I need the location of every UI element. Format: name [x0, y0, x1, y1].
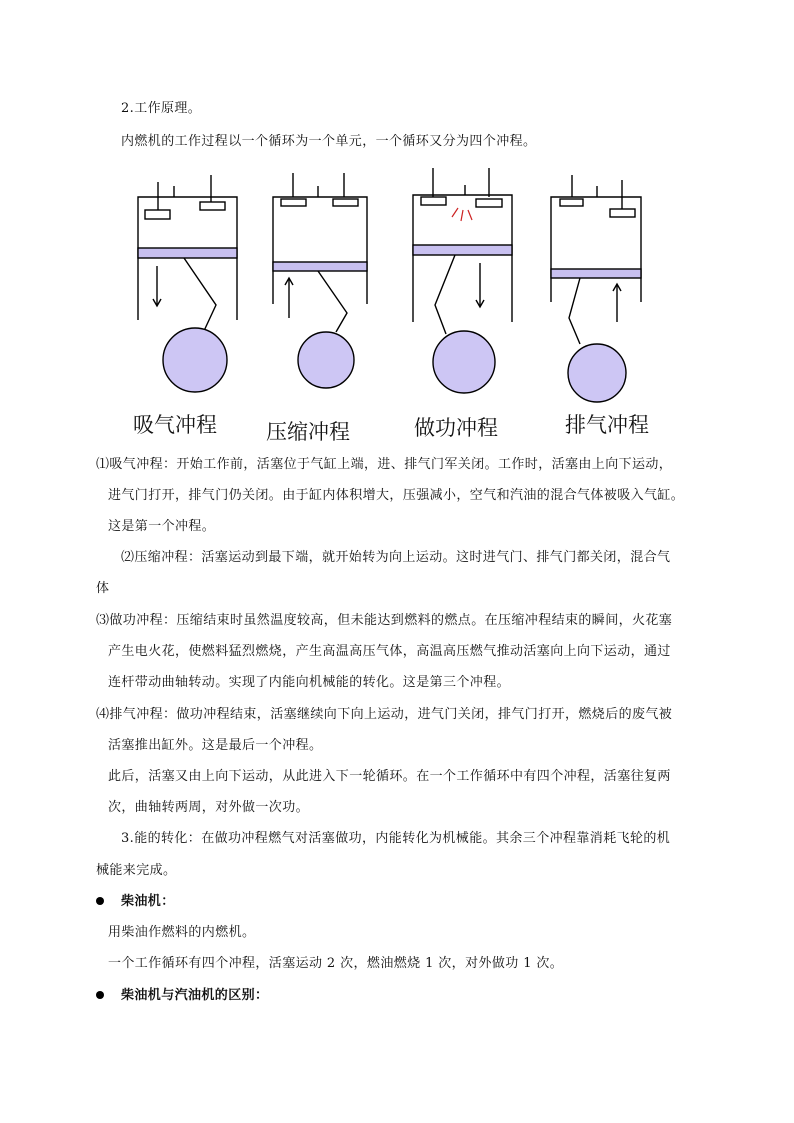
bullet-icon [96, 897, 104, 905]
flywheel [298, 332, 354, 388]
power-stroke-line-1: ⑶做功冲程：压缩结束时虽然温度较高，但未能达到燃料的燃点。在压缩冲程结束的瞬间，火花塞 [96, 613, 673, 628]
cylinder-wall [273, 197, 367, 304]
flywheel [163, 328, 227, 392]
energy-conversion-line-1: 3.能的转化：在做功冲程燃气对活塞做功，内能转化为机械能。其余三个冲程靠消耗飞轮的机 [121, 831, 671, 846]
cycle-summary-line-2: 次，曲轴转两周，对外做一次功。 [108, 800, 310, 815]
caption-power: 做功冲程 [414, 416, 498, 440]
engine-compression-diagram [273, 173, 367, 388]
intake-valve [560, 199, 583, 206]
caption-exhaust: 排气冲程 [565, 413, 649, 437]
power-stroke-line-2: 产生电火花，使燃料猛烈燃烧，产生高温高压气体，高温高压燃气推动活塞向上向下运动，通过 [108, 644, 671, 659]
energy-conversion-line-2: 械能来完成。 [96, 863, 177, 878]
exhaust-valve [333, 199, 358, 206]
compression-stroke-line-2: 体 [96, 581, 110, 596]
caption-compression: 压缩冲程 [266, 420, 350, 444]
diesel-cycle-info: 一个工作循环有四个冲程，活塞运动 2 次，燃油燃烧 1 次，对外做功 1 次。 [108, 956, 564, 971]
piston [551, 269, 641, 278]
connecting-rod [435, 255, 455, 334]
flywheel [568, 344, 626, 402]
cycle-summary-line-1: 此后，活塞又由上向下运动，从此进入下一轮循环。在一个工作循环中有四个冲程，活塞往复两 [108, 769, 671, 784]
spark-lines [452, 208, 472, 221]
exhaust-valve [200, 202, 225, 210]
piston [273, 262, 367, 271]
exhaust-valve [610, 209, 635, 217]
exhaust-stroke-line-2: 活塞推出缸外。这是最后一个冲程。 [108, 738, 323, 753]
engine-power-diagram [413, 168, 512, 393]
exhaust-valve [476, 199, 502, 207]
section-heading: 2.工作原理。 [121, 101, 202, 116]
engine-intake-diagram [138, 175, 237, 392]
intake-stroke-line-3: 这是第一个冲程。 [108, 519, 216, 534]
power-stroke-line-3: 连杆带动曲轴转动。实现了内能向机械能的转化。这是第三个冲程。 [108, 675, 511, 690]
caption-intake: 吸气冲程 [133, 413, 217, 437]
intake-valve [281, 199, 306, 206]
compression-stroke-line-1: ⑵压缩冲程：活塞运动到最下端，就开始转为向上运动。这时进气门、排气门都关闭，混合气 [121, 550, 671, 565]
diesel-heading: 柴油机： [121, 894, 175, 909]
intro-paragraph: 内燃机的工作过程以一个循环为一个单元，一个循环又分为四个冲程。 [121, 134, 537, 149]
connecting-rod [318, 271, 347, 332]
intake-valve [145, 210, 170, 219]
difference-heading: 柴油机与汽油机的区别： [121, 988, 269, 1003]
intake-stroke-line-1: ⑴吸气冲程：开始工作前，活塞位于气缸上端，进、排气门军关闭。工作时，活塞由上向下运动， [96, 457, 673, 472]
flywheel [433, 331, 495, 393]
piston [138, 248, 237, 258]
piston [413, 245, 512, 255]
intake-stroke-line-2: 进气门打开，排气门仍关闭。由于缸内体积增大，压强减小，空气和汽油的混合气体被吸入气缸。 [108, 488, 685, 503]
intake-valve [421, 197, 446, 205]
connecting-rod [184, 258, 216, 333]
diesel-definition: 用柴油作燃料的内燃机。 [108, 925, 256, 940]
engine-exhaust-diagram [551, 175, 641, 402]
connecting-rod [569, 278, 580, 344]
bullet-icon [96, 991, 104, 999]
exhaust-stroke-line-1: ⑷排气冲程：做功冲程结束，活塞继续向下向上运动，进气门关闭，排气门打开，燃烧后的废气被 [96, 707, 673, 722]
engine-strokes-figure [0, 0, 794, 450]
